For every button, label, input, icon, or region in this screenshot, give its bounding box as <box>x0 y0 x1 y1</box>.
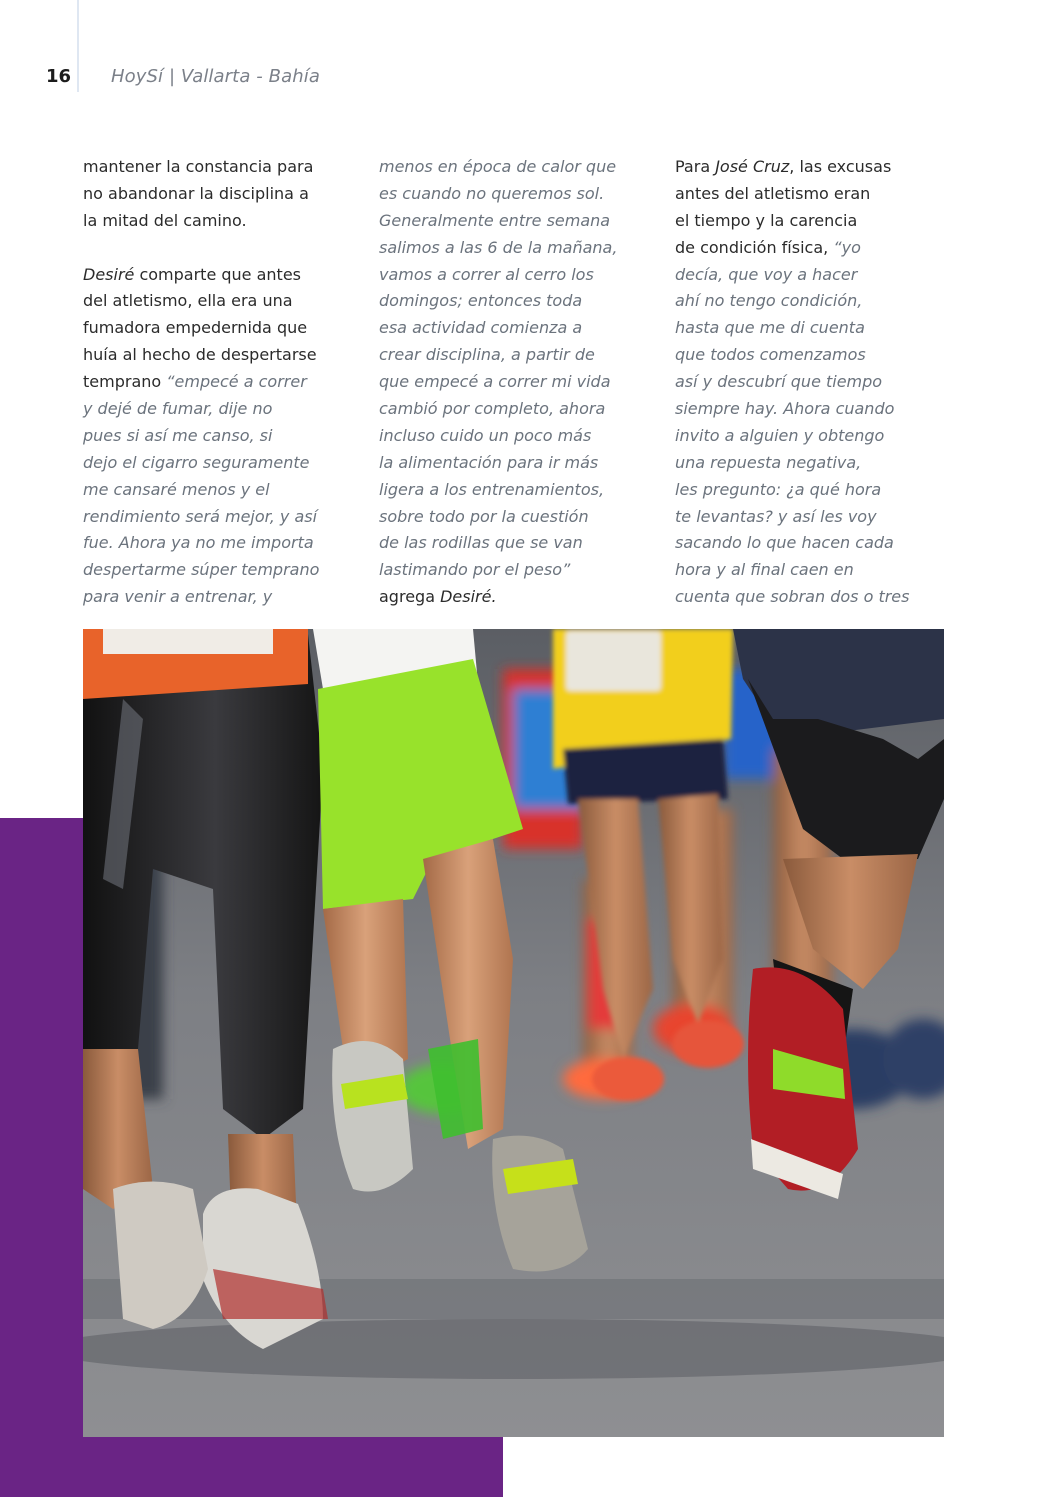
quote-line: cuenta que sobran dos o tres <box>675 587 910 607</box>
quote-line: les pregunto: ¿a qué hora <box>675 479 882 499</box>
quote-line: para venir a entrenar, y <box>83 587 273 607</box>
quote-line: me cansaré menos y el <box>83 479 270 499</box>
text-span: agrega <box>379 587 441 607</box>
quote-line: hora y al final caen en <box>675 560 854 580</box>
text-line: antes del atletismo eran <box>675 183 871 203</box>
text-span: comparte que antes <box>134 264 301 284</box>
quote-line: sacando lo que hacen cada <box>675 533 894 553</box>
text-line <box>675 235 935 262</box>
quote-line: pues si así me canso, si <box>83 425 273 445</box>
text-column-2 <box>379 154 639 611</box>
quote-line: la alimentación para ir más <box>379 452 599 472</box>
person-name: José Cruz <box>715 157 790 176</box>
quote-line: que empecé a correr mi vida <box>379 372 611 392</box>
quote-line: fue. Ahora ya no me importa <box>83 533 314 553</box>
quote-span: “empecé a correr <box>166 372 307 392</box>
quote-line: invito a alguien y obtengo <box>675 425 885 445</box>
quote-line: decía, que voy a hacer <box>675 264 858 284</box>
quote-line: esa actividad comienza a <box>379 318 583 338</box>
quote-line: y dejé de fumar, dije no <box>83 399 273 419</box>
person-name: Desiré. <box>440 587 497 607</box>
quote-line: domingos; entonces toda <box>379 291 583 311</box>
quote-span: “yo <box>833 237 861 257</box>
quote-line: vamos a correr al cerro los <box>379 264 594 284</box>
quote-line: lastimando por el peso” <box>379 560 571 580</box>
quote-line: Generalmente entre semana <box>379 210 611 230</box>
person-name: Desiré <box>83 264 135 284</box>
page-number: 16 <box>46 66 72 87</box>
quote-line: hasta que me di cuenta <box>675 318 865 338</box>
quote-line: es cuando no queremos sol. <box>379 183 605 203</box>
quote-line: una repuesta negativa, <box>675 452 862 472</box>
quote-line: rendimiento será mejor, y así <box>83 506 318 526</box>
quote-line: te levantas? y así les voy <box>675 506 877 526</box>
text-span: Para <box>675 157 716 176</box>
text-line: del atletismo, ella era una <box>83 291 293 311</box>
quote-line: así y descubrí que tiempo <box>675 372 883 392</box>
text-line <box>675 154 935 181</box>
text-line <box>83 369 343 396</box>
text-line <box>379 584 639 611</box>
quote-line: despertarme súper temprano <box>83 560 320 580</box>
text-line: mantener la constancia para <box>83 157 314 176</box>
quote-line: incluso cuido un poco más <box>379 425 592 445</box>
quote-line: siempre hay. Ahora cuando <box>675 399 895 419</box>
text-line: fumadora empedernida que <box>83 318 308 338</box>
runners-photo <box>83 629 944 1437</box>
text-column-3 <box>675 154 935 611</box>
text-line: huía al hecho de despertarse <box>83 345 317 365</box>
text-line: la mitad del camino. <box>83 210 247 230</box>
quote-line: ligera a los entrenamientos, <box>379 479 605 499</box>
quote-line: sobre todo por la cuestión <box>379 506 589 526</box>
header-divider <box>77 0 79 92</box>
quote-line: menos en época de calor que <box>379 157 617 176</box>
quote-line: de las rodillas que se van <box>379 533 583 553</box>
text-column-1 <box>83 154 343 611</box>
text-span: , las excusas <box>789 157 892 176</box>
quote-line: salimos a las 6 de la mañana, <box>379 237 618 257</box>
text-line <box>83 262 343 289</box>
quote-line: cambió por completo, ahora <box>379 399 606 419</box>
quote-line: que todos comenzamos <box>675 345 866 365</box>
publication-title: HoySí | Vallarta - Bahía <box>111 66 321 87</box>
text-line: no abandonar la disciplina a <box>83 183 309 203</box>
quote-line: dejo el cigarro seguramente <box>83 452 310 472</box>
text-line: el tiempo y la carencia <box>675 210 858 230</box>
text-span: de condición física, <box>675 237 834 257</box>
quote-line: crear disciplina, a partir de <box>379 345 595 365</box>
quote-line: ahí no tengo condición, <box>675 291 863 311</box>
text-span: temprano <box>83 372 167 392</box>
